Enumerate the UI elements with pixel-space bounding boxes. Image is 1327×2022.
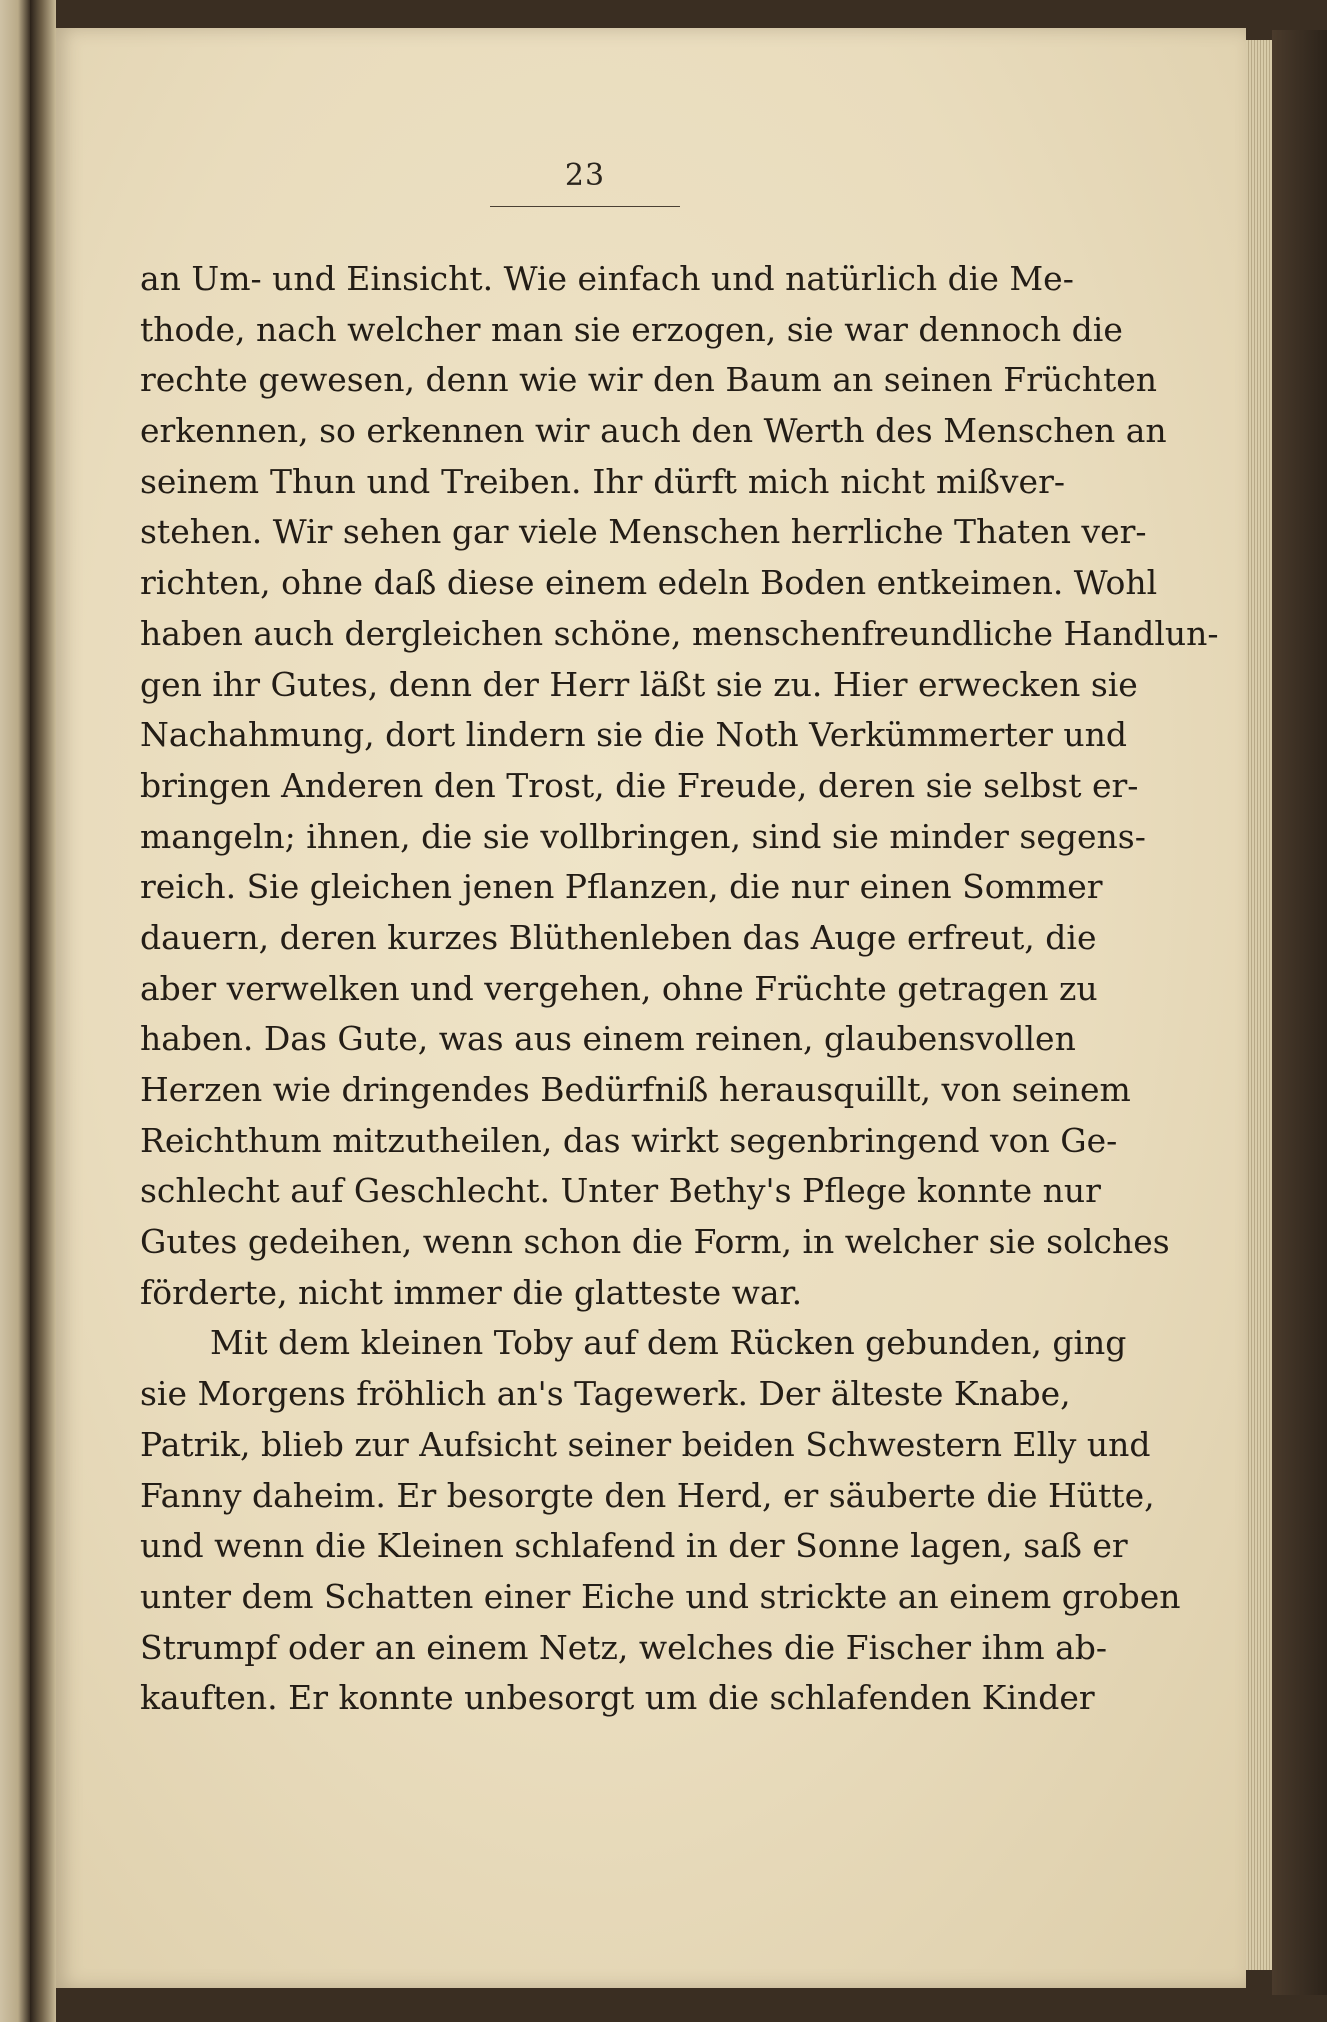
text-line: unter dem Schatten einer Eiche und strickte an einem groben	[140, 1576, 1181, 1616]
text-line: bringen Anderen den Trost, die Freude, deren sie selbst er-	[140, 765, 1139, 805]
text-line: mangeln; ihnen, die sie vollbringen, sind sie minder segens-	[140, 816, 1146, 856]
paragraph-start-line: Mit dem kleinen Toby auf dem Rücken gebunden, ging	[210, 1323, 1127, 1363]
header-rule	[490, 206, 680, 207]
text-line: gen ihr Gutes, denn der Herr läßt sie zu. Hier erwecken sie	[140, 664, 1138, 704]
text-line: thode, nach welcher man sie erzogen, sie war dennoch die	[140, 309, 1123, 349]
text-line: haben auch dergleichen schöne, menschenfreundliche Handlun-	[140, 613, 1219, 653]
text-line: und wenn die Kleinen schlafend in der Sonne lagen, saß er	[140, 1526, 1128, 1566]
text-line: haben. Das Gute, was aus einem reinen, glaubensvollen	[140, 1019, 1076, 1059]
text-line: Gutes gedeihen, wenn schon die Form, in welcher sie solches	[140, 1222, 1170, 1262]
text-line: reich. Sie gleichen jenen Pflanzen, die nur einen Sommer	[140, 867, 1103, 907]
paragraph-end-line: förderte, nicht immer die glatteste war.	[140, 1272, 803, 1312]
text-line: Nachahmung, dort lindern sie die Noth Verkümmerter und	[140, 715, 1128, 755]
body-text	[140, 254, 1219, 1724]
book-binding	[30, 0, 56, 2022]
text-line: schlecht auf Geschlecht. Unter Bethy's Pflege konnte nur	[140, 1171, 1101, 1211]
text-line: Herzen wie dringendes Bedürfniß herausquillt, von seinem	[140, 1070, 1131, 1109]
page-stack-edge	[1246, 40, 1272, 1970]
text-line: dauern, deren kurzes Blüthenleben das Auge erfreut, die	[140, 917, 1097, 957]
text-line: kauften. Er konnte unbesorgt um die schlafenden Kinder	[140, 1678, 1095, 1718]
facing-page-edge	[0, 0, 30, 2022]
text-line: an Um- und Einsicht. Wie einfach und natürlich die Me-	[140, 259, 1074, 298]
text-line: rechte gewesen, denn wie wir den Baum an seinen Früchten	[140, 360, 1158, 400]
text-line: Fanny daheim. Er besorgte den Herd, er säuberte die Hütte,	[140, 1475, 1155, 1515]
text-line: erkennen, so erkennen wir auch den Werth des Menschen an	[140, 411, 1167, 451]
text-line: seinem Thun und Treiben. Ihr dürft mich nicht mißver-	[140, 461, 1065, 501]
text-line: Patrik, blieb zur Aufsicht seiner beiden Schwestern Elly und	[140, 1424, 1151, 1464]
text-line: Strumpf oder an einem Netz, welches die Fischer ihm ab-	[140, 1627, 1108, 1667]
text-line: aber verwelken und vergehen, ohne Früchte getragen zu	[140, 968, 1098, 1008]
book-cover	[1272, 30, 1327, 1995]
text-line: sie Morgens fröhlich an's Tagewerk. Der älteste Knabe,	[140, 1374, 1071, 1414]
page-number: 23	[564, 158, 606, 193]
text-line: Reichthum mitzutheilen, das wirkt segenbringend von Ge-	[140, 1120, 1118, 1160]
text-line: richten, ohne daß diese einem edeln Boden entkeimen. Wohl	[140, 563, 1158, 603]
text-line: stehen. Wir sehen gar viele Menschen herrliche Thaten ver-	[140, 512, 1147, 552]
